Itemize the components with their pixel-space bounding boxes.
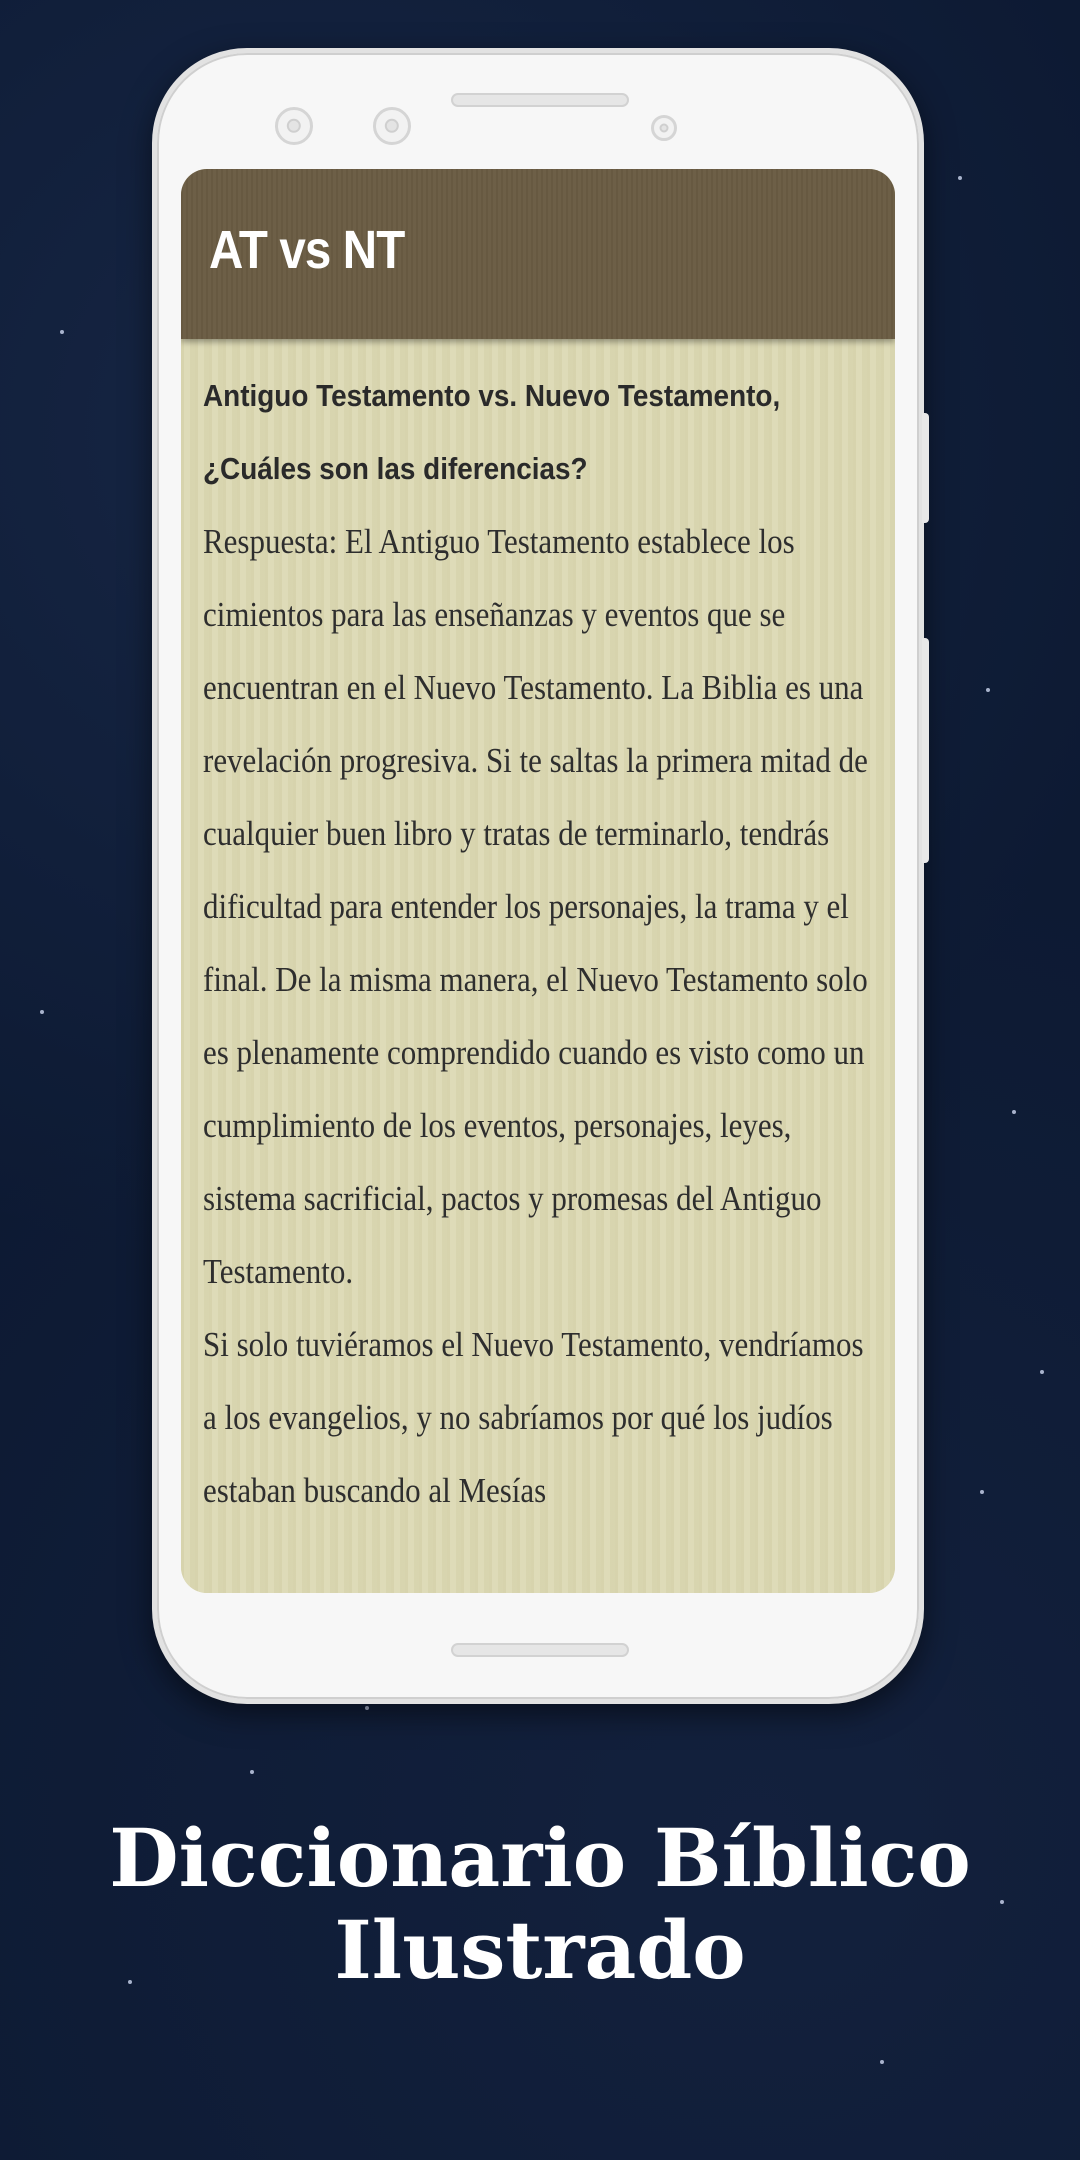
proximity-sensor-icon <box>651 115 677 141</box>
star <box>1012 1110 1016 1114</box>
earpiece-speaker <box>451 93 629 107</box>
star <box>958 176 962 180</box>
power-button <box>922 638 929 863</box>
article-paragraph-2: Si solo tuviéramos el Nuevo Testamento, vendríamos a los evangelios, y no sabríamos por qué los judíos estaban buscando al Mesías <box>203 1325 864 1510</box>
star <box>40 1010 44 1014</box>
article-content[interactable] <box>181 339 895 1593</box>
article-paragraph-1: Respuesta: El Antiguo Testamento establece los cimientos para las enseñanzas y eventos que se encuentran en el Nuevo Testamento. La Biblia es una revelación progresiva. Si te saltas la primera mitad de cualquier buen libro y tratas de terminarlo, tendrás dificultad para entender los personajes, la trama y el final. De la misma manera, el Nuevo Testamento solo es plenamente comprendido cuando es visto como un cumplimiento de los eventos, personajes, leyes, sistema sacrificial, pactos y promesas del Antiguo Testamento. <box>203 522 868 1291</box>
star <box>880 2060 884 2064</box>
promo-caption <box>0 1812 1080 1996</box>
promo-caption-line2: Ilustrado <box>334 1903 746 1997</box>
star <box>250 1770 254 1774</box>
star <box>60 330 64 334</box>
front-camera-icon <box>275 107 313 145</box>
phone-screen <box>181 169 895 1593</box>
article-question-line1: Antiguo Testamento vs. Nuevo Testamento, <box>203 378 781 413</box>
page-title: AT vs NT <box>209 220 405 280</box>
star <box>365 1706 369 1710</box>
article-question-line2: ¿Cuáles son las diferencias? <box>203 451 588 486</box>
phone-frame <box>152 48 924 1704</box>
promo-caption-line1: Diccionario Bíblico <box>109 1811 971 1905</box>
app-bar <box>181 169 895 339</box>
star <box>986 688 990 692</box>
star <box>980 1490 984 1494</box>
volume-button <box>922 413 929 523</box>
star <box>1040 1370 1044 1374</box>
home-indicator <box>451 1643 629 1657</box>
front-sensor-icon <box>373 107 411 145</box>
